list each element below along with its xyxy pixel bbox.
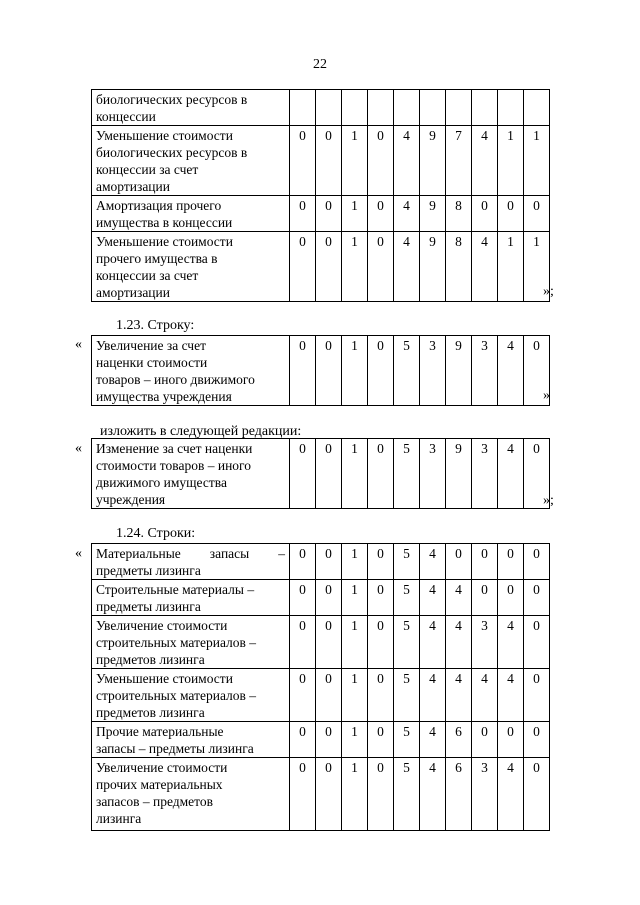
row-name-cell: [92, 669, 290, 722]
table-body: [92, 544, 550, 831]
code-digit-cell: 0: [524, 616, 550, 669]
code-digit-cell: 1: [498, 232, 524, 302]
code-digit-cell: 0: [524, 196, 550, 232]
table-body: [92, 336, 550, 406]
code-digit-cell: 0: [368, 580, 394, 616]
row-name-line: имущества в концессии: [96, 215, 233, 230]
row-name-line: концессии за счет: [96, 268, 199, 283]
row-name-line: амортизации: [96, 179, 170, 194]
row-name-line: Материальные запасы –: [96, 546, 285, 561]
code-digit-cell: 0: [290, 232, 316, 302]
code-digit-cell: 0: [446, 544, 472, 580]
row-name-line: Увеличение стоимости: [96, 760, 228, 775]
code-digit-cell: 4: [394, 126, 420, 196]
row-name-line: лизинга: [96, 811, 142, 826]
row-name-line: предметов лизинга: [96, 705, 205, 720]
code-digit-cell: 0: [368, 126, 394, 196]
code-digit-cell: 0: [290, 126, 316, 196]
code-digit-cell: 6: [446, 722, 472, 758]
code-digit-cell: 1: [342, 758, 368, 831]
code-digit-cell: 9: [446, 336, 472, 406]
code-digit-cell: 0: [316, 336, 342, 406]
row-name-line: прочего имущества в: [96, 251, 218, 266]
code-digit-cell: 1: [342, 439, 368, 509]
table-row: [92, 669, 550, 722]
code-digit-cell: 0: [472, 722, 498, 758]
row-name-line: прочих материальных: [96, 777, 223, 792]
code-digit-cell: 0: [316, 616, 342, 669]
code-digit-cell: 0: [368, 544, 394, 580]
code-digit-cell: 0: [368, 669, 394, 722]
row-name-cell: [92, 439, 290, 509]
row-name-line: наценки стоимости: [96, 355, 208, 370]
row-name-line: движимого имущества: [96, 475, 227, 490]
code-digit-cell: [368, 90, 394, 126]
code-digit-cell: 4: [420, 580, 446, 616]
row-name-line: Строительные материалы –: [96, 582, 255, 597]
code-digit-cell: 0: [368, 439, 394, 509]
row-name-line: Увеличение за счет: [96, 338, 206, 353]
code-digit-cell: 1: [524, 126, 550, 196]
code-digit-cell: 4: [420, 722, 446, 758]
code-digit-cell: 5: [394, 722, 420, 758]
row-name-cell: [92, 126, 290, 196]
row-name-line: запасы – предметы лизинга: [96, 741, 254, 756]
code-digit-cell: 3: [472, 439, 498, 509]
open-quote: «: [75, 337, 82, 352]
code-digit-cell: 0: [316, 126, 342, 196]
code-digit-cell: 0: [290, 580, 316, 616]
row-name-line: стоимости товаров – иного: [96, 458, 251, 473]
table-row: [92, 196, 550, 232]
code-digit-cell: [524, 90, 550, 126]
code-digit-cell: 0: [316, 232, 342, 302]
row-name-line: амортизации: [96, 285, 170, 300]
code-digit-cell: 4: [446, 580, 472, 616]
code-table-new-row: [91, 438, 550, 509]
code-digit-cell: 0: [290, 722, 316, 758]
code-digit-cell: 8: [446, 196, 472, 232]
code-digit-cell: 4: [420, 616, 446, 669]
code-table-continuation: [91, 89, 550, 302]
row-name-line: строительных материалов –: [96, 688, 257, 703]
code-digit-cell: 0: [290, 196, 316, 232]
code-digit-cell: 3: [472, 616, 498, 669]
code-digit-cell: [316, 90, 342, 126]
code-digit-cell: 4: [394, 232, 420, 302]
row-name-cell: [92, 722, 290, 758]
code-digit-cell: 0: [524, 439, 550, 509]
close-quote: »;: [543, 493, 554, 508]
code-digit-cell: 1: [342, 196, 368, 232]
code-digit-cell: 0: [316, 758, 342, 831]
row-name-cell: [92, 336, 290, 406]
code-digit-cell: 5: [394, 669, 420, 722]
code-digit-cell: 1: [524, 232, 550, 302]
code-digit-cell: 0: [524, 669, 550, 722]
section-heading-1-24: 1.24. Строки:: [116, 526, 196, 541]
code-digit-cell: 9: [420, 232, 446, 302]
table-row: [92, 126, 550, 196]
code-digit-cell: 4: [420, 758, 446, 831]
row-name-line: имущества учреждения: [96, 389, 232, 404]
row-name-line: биологических ресурсов в: [96, 92, 248, 107]
code-digit-cell: 3: [472, 758, 498, 831]
code-digit-cell: 5: [394, 336, 420, 406]
code-digit-cell: 0: [290, 439, 316, 509]
code-digit-cell: 5: [394, 544, 420, 580]
table-body: [92, 439, 550, 509]
open-quote: «: [75, 441, 82, 456]
code-digit-cell: 5: [394, 580, 420, 616]
code-digit-cell: 0: [368, 336, 394, 406]
row-name-line: строительных материалов –: [96, 635, 257, 650]
row-name-line: предметов лизинга: [96, 652, 205, 667]
code-digit-cell: 4: [472, 232, 498, 302]
table-row: [92, 90, 550, 126]
code-digit-cell: 4: [498, 336, 524, 406]
code-digit-cell: 4: [446, 616, 472, 669]
row-name-cell: [92, 196, 290, 232]
code-digit-cell: 4: [420, 669, 446, 722]
code-digit-cell: 0: [290, 616, 316, 669]
code-digit-cell: 0: [368, 232, 394, 302]
code-digit-cell: 5: [394, 616, 420, 669]
row-name-line: предметы лизинга: [96, 599, 201, 614]
code-digit-cell: 0: [524, 580, 550, 616]
code-digit-cell: 0: [290, 669, 316, 722]
code-digit-cell: 1: [342, 336, 368, 406]
code-digit-cell: 4: [472, 669, 498, 722]
table-row: [92, 580, 550, 616]
code-digit-cell: 1: [342, 669, 368, 722]
row-name-cell: [92, 232, 290, 302]
page-number: 22: [313, 57, 327, 72]
code-digit-cell: 0: [316, 196, 342, 232]
code-digit-cell: 4: [498, 669, 524, 722]
row-name-cell: [92, 758, 290, 831]
table-body: [92, 90, 550, 302]
code-digit-cell: 0: [316, 669, 342, 722]
table-row: [92, 758, 550, 831]
code-digit-cell: 4: [498, 616, 524, 669]
open-quote: «: [75, 546, 82, 561]
row-name-line: Уменьшение стоимости: [96, 128, 233, 143]
code-digit-cell: 1: [342, 616, 368, 669]
code-digit-cell: 4: [394, 196, 420, 232]
code-digit-cell: 1: [342, 232, 368, 302]
table-row: [92, 616, 550, 669]
section-heading-1-23: 1.23. Строку:: [116, 318, 195, 333]
table-row: [92, 336, 550, 406]
code-digit-cell: 4: [498, 439, 524, 509]
code-digit-cell: 0: [498, 544, 524, 580]
table-row: [92, 544, 550, 580]
code-digit-cell: 4: [446, 669, 472, 722]
code-digit-cell: 0: [524, 336, 550, 406]
row-name-line: Увеличение стоимости: [96, 618, 228, 633]
code-digit-cell: [472, 90, 498, 126]
row-name-line: Уменьшение стоимости: [96, 671, 233, 686]
code-digit-cell: 0: [290, 544, 316, 580]
close-quote: »;: [543, 284, 554, 299]
code-digit-cell: 0: [316, 722, 342, 758]
row-name-line: товаров – иного движимого: [96, 372, 255, 387]
code-digit-cell: 1: [342, 126, 368, 196]
row-name-line: Прочие материальные: [96, 724, 224, 739]
code-digit-cell: 6: [446, 758, 472, 831]
row-name-line: биологических ресурсов в: [96, 145, 248, 160]
code-digit-cell: 1: [342, 722, 368, 758]
code-digit-cell: [394, 90, 420, 126]
code-digit-cell: 0: [498, 196, 524, 232]
code-digit-cell: [498, 90, 524, 126]
code-digit-cell: 7: [446, 126, 472, 196]
code-digit-cell: 9: [420, 126, 446, 196]
code-digit-cell: 3: [472, 336, 498, 406]
table-row: [92, 232, 550, 302]
code-digit-cell: 0: [498, 580, 524, 616]
code-digit-cell: 4: [498, 758, 524, 831]
row-name-cell: [92, 544, 290, 580]
code-digit-cell: 0: [498, 722, 524, 758]
row-name-line: Изменение за счет наценки: [96, 441, 253, 456]
code-table-leasing: [91, 543, 550, 831]
code-digit-cell: 0: [472, 196, 498, 232]
code-digit-cell: 1: [342, 580, 368, 616]
code-digit-cell: [420, 90, 446, 126]
code-digit-cell: 0: [290, 758, 316, 831]
row-name-line: учреждения: [96, 492, 166, 507]
code-digit-cell: 4: [472, 126, 498, 196]
code-digit-cell: 0: [524, 758, 550, 831]
close-quote: »: [543, 388, 550, 403]
code-digit-cell: 8: [446, 232, 472, 302]
code-digit-cell: 0: [368, 616, 394, 669]
row-name-cell: [92, 616, 290, 669]
row-name-cell: [92, 580, 290, 616]
instruction-text: изложить в следующей редакции:: [100, 424, 302, 439]
code-digit-cell: 0: [316, 439, 342, 509]
row-name-line: концессии: [96, 109, 156, 124]
code-digit-cell: 0: [316, 580, 342, 616]
code-digit-cell: 5: [394, 758, 420, 831]
code-digit-cell: 0: [524, 722, 550, 758]
code-digit-cell: 0: [368, 196, 394, 232]
code-digit-cell: 5: [394, 439, 420, 509]
code-digit-cell: 0: [368, 722, 394, 758]
code-digit-cell: 0: [316, 544, 342, 580]
row-name-line: запасов – предметов: [96, 794, 214, 809]
table-row: [92, 722, 550, 758]
code-digit-cell: 0: [472, 544, 498, 580]
table-row: [92, 439, 550, 509]
code-digit-cell: 3: [420, 439, 446, 509]
row-name-line: предметы лизинга: [96, 563, 201, 578]
row-name-line: концессии за счет: [96, 162, 199, 177]
code-digit-cell: [446, 90, 472, 126]
code-digit-cell: [342, 90, 368, 126]
row-name-line: Уменьшение стоимости: [96, 234, 233, 249]
code-digit-cell: 0: [472, 580, 498, 616]
code-digit-cell: 0: [290, 336, 316, 406]
code-table-old-row: [91, 335, 550, 406]
code-digit-cell: 1: [498, 126, 524, 196]
code-digit-cell: 3: [420, 336, 446, 406]
code-digit-cell: 4: [420, 544, 446, 580]
code-digit-cell: 0: [368, 758, 394, 831]
code-digit-cell: 0: [524, 544, 550, 580]
code-digit-cell: 9: [446, 439, 472, 509]
code-digit-cell: 9: [420, 196, 446, 232]
row-name-line: Амортизация прочего: [96, 198, 222, 213]
code-digit-cell: 1: [342, 544, 368, 580]
code-digit-cell: [290, 90, 316, 126]
row-name-cell: [92, 90, 290, 126]
